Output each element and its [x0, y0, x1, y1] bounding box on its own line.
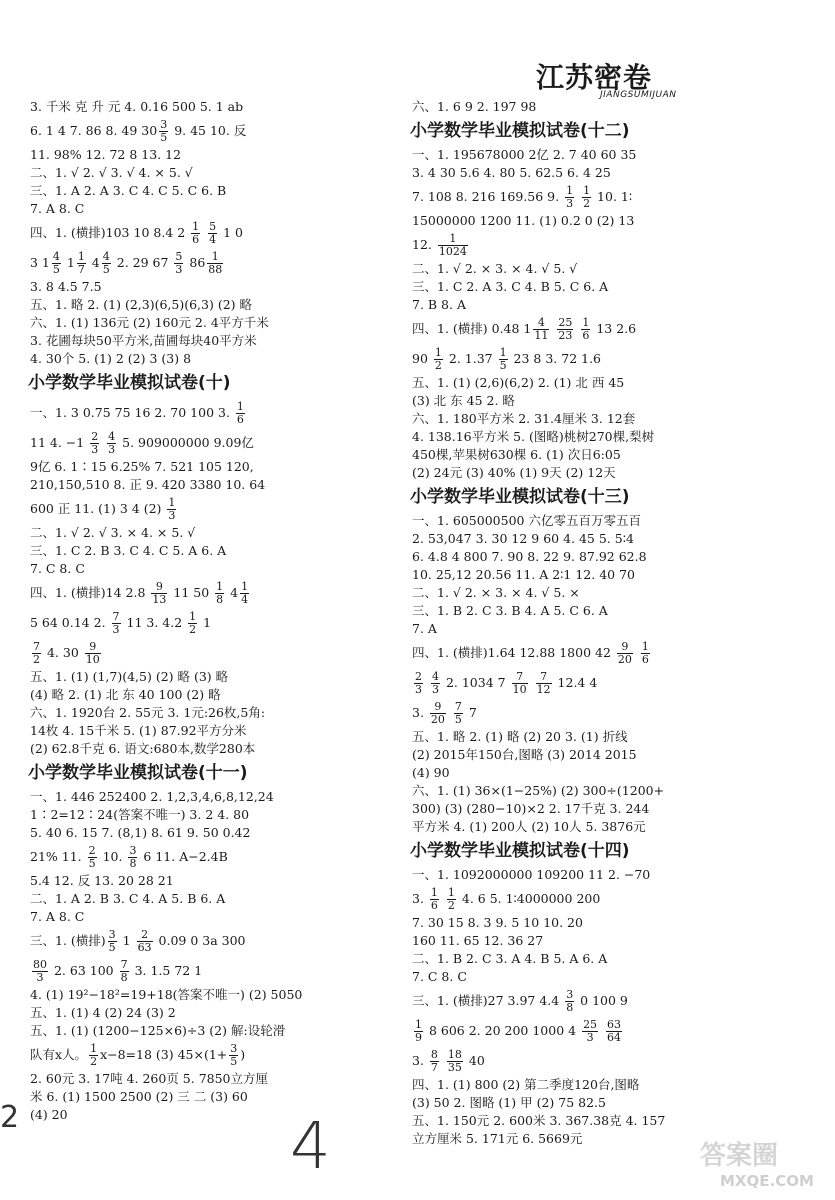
fraction	[617, 641, 633, 666]
numerator: 9	[430, 701, 446, 714]
answer-line: (3) 北 东 45 2. 略	[412, 393, 515, 408]
answer-line: 二、1. A 2. B 3. C 4. A 5. B 6. A	[30, 891, 226, 906]
brand-logo: 江苏密卷	[536, 61, 653, 94]
fraction	[89, 1043, 98, 1068]
numerator: 7	[536, 671, 552, 684]
answer-line: 7. C 8. C	[30, 561, 85, 576]
numerator: 3	[129, 844, 137, 857]
answer-line: 5.4 12. 反 13. 20 28 21	[30, 873, 174, 888]
fraction	[32, 959, 48, 984]
denominator: 13	[152, 593, 167, 606]
answer-line: 四、1. (横排)103 10 8.4 2 $\frac{1}{6}$ $\frac{5}{4}$ 1 0	[30, 220, 243, 246]
numerator: 1	[583, 184, 591, 197]
denominator: 3	[168, 509, 176, 522]
answer-line: 四、1. (横排)1.64 12.88 1800 42 $\frac{9}{20}$ $\frac{1}{6}$	[412, 640, 649, 666]
denominator: 4	[209, 233, 217, 246]
answer-line: 450棵,苹果树630棵 6. (1) 次日6:05	[412, 447, 621, 462]
fraction	[565, 185, 574, 210]
fraction	[581, 317, 590, 342]
answer-line: 平方米 4. (1) 200人 (2) 10人 5. 3876元	[412, 819, 646, 834]
denominator: 1024	[438, 245, 467, 258]
denominator: 5	[230, 1055, 238, 1068]
numerator: 25	[558, 316, 573, 329]
denominator: 2	[583, 197, 591, 210]
numerator: 7	[33, 640, 40, 653]
denominator: 5	[88, 857, 96, 870]
denominator: 3	[36, 971, 44, 984]
numerator: 4	[533, 317, 549, 330]
fraction	[120, 959, 129, 984]
denominator: 5	[52, 263, 60, 276]
denominator: 8	[216, 593, 224, 606]
fraction	[582, 185, 591, 210]
watermark-logo: 答案圈	[700, 1141, 779, 1171]
fraction	[430, 1049, 439, 1074]
answer-line: 21% 11. $\frac{2}{5}$ 10. $\frac{3}{8}$ 6 11. A−2.4B	[30, 844, 228, 870]
fraction	[208, 221, 217, 246]
answer-line: 六、1. (1) 36×(1−25%) (2) 300÷(1200+	[412, 783, 665, 798]
numerator: 1	[434, 346, 442, 359]
right-column	[412, 98, 812, 1148]
answer-line: 2. 60元 3. 17吨 4. 260页 5. 7850立方厘	[30, 1071, 269, 1086]
numerator: 4	[431, 670, 439, 683]
denominator: 6	[582, 329, 590, 342]
numerator: 1	[566, 184, 574, 197]
answer-line: 14枚 4. 15千米 5. (1) 87.92平方分米	[30, 723, 247, 738]
numerator: 2	[91, 430, 99, 443]
answer-line: 米 6. (1) 1500 2500 (2) 三 二 (3) 60	[30, 1089, 248, 1104]
numerator: 4	[102, 250, 110, 263]
answer-line: 二、1. √ 2. √ 3. × 4. × 5. √	[30, 525, 196, 540]
answer-line: 7. 108 8. 216 169.56 9. $\frac{1}{3}$ $\frac{1}{2}$ 10. 1∶	[412, 184, 633, 210]
fraction	[533, 317, 549, 342]
numerator: 25	[583, 1018, 598, 1031]
fraction	[454, 701, 463, 726]
denominator: 4	[241, 593, 249, 606]
fraction	[128, 845, 137, 870]
fraction	[430, 701, 446, 726]
numerator: 1	[447, 886, 455, 899]
answer-line: 五、1. (1) (2,6)(6,2) 2. (1) 北 西 45	[412, 375, 625, 390]
fraction	[434, 347, 443, 372]
answer-line: 三、1. A 2. A 3. C 4. C 5. C 6. B	[30, 183, 227, 198]
denominator: 10	[85, 653, 100, 666]
denominator: 6	[192, 233, 200, 246]
answer-line: 二、1. √ 2. √ 3. √ 4. × 5. √	[30, 165, 193, 180]
numerator: 3	[108, 928, 116, 941]
denominator: 6	[236, 413, 244, 426]
denominator: 12	[536, 683, 551, 696]
answer-line: 六、1. (1) 136元 (2) 160元 2. 4平方千米	[30, 315, 269, 330]
answer-line: 11. 98% 12. 72 8 13. 12	[30, 147, 182, 162]
numerator: 7	[120, 958, 128, 971]
answer-line: 7. A 8. C	[30, 909, 85, 924]
numerator: 1	[192, 220, 200, 233]
denominator: 5	[102, 263, 110, 276]
numerator: 4	[108, 430, 116, 443]
numerator: 1	[207, 251, 223, 264]
denominator: 2	[90, 1055, 98, 1068]
denominator: 2	[434, 359, 442, 372]
answer-line: 五、1. 略 2. (1) 略 (2) 20 3. (1) 折线	[412, 729, 628, 744]
left-column	[30, 98, 430, 1124]
answer-line: 6. 1 4 7. 86 8. 49 30 $\frac{3}{5}$ 9. 45 10. 反	[30, 118, 247, 144]
answer-line: 300) (3) (280−10)×2 2. 17千克 3. 244	[412, 801, 650, 816]
fraction	[512, 671, 528, 696]
answer-line: 一、1. 1092000000 109200 11 2. −70	[412, 867, 651, 882]
numerator: 5	[175, 250, 183, 263]
answer-line: 4. 138.16平方米 5. (图略)桃树270棵,梨树	[412, 429, 655, 444]
answer-line: 2. 53,047 3. 30 12 9 60 4. 45 5. 5∶4	[412, 531, 634, 546]
brand-subtitle: JIANGSUMIJUAN	[600, 90, 677, 100]
answer-line: 3. $\frac{9}{20}$ $\frac{7}{5}$ 7	[412, 700, 477, 726]
numerator: 2	[137, 929, 153, 942]
answer-line: 5 64 0.14 2. $\frac{7}{3}$ 11 3. 4.2 $\frac{1}{2}$ 1	[30, 610, 212, 636]
denominator: 2	[447, 899, 455, 912]
fraction	[430, 887, 439, 912]
numerator: 1	[236, 400, 244, 413]
answer-line: 5. 40 6. 15 7. (8,1) 8. 61 9. 50 0.42	[30, 825, 251, 840]
answer-line: 160 11. 65 12. 36 27	[412, 933, 544, 948]
fraction	[85, 641, 101, 666]
fraction	[107, 431, 116, 456]
denominator: 3	[431, 683, 439, 696]
numerator: 7	[454, 700, 462, 713]
denominator: 8	[120, 971, 128, 984]
fraction	[536, 671, 552, 696]
answer-line: 二、1. √ 2. × 3. × 4. √ 5. √	[412, 261, 578, 276]
answer-line: 3. $\frac{1}{6}$ $\frac{1}{2}$ 4. 6 5. 1∶4000000 200	[412, 886, 601, 912]
section-title: 小学数学毕业模拟试卷(十二)	[410, 121, 630, 141]
numerator: 1	[90, 1042, 98, 1055]
denominator: 3	[175, 263, 183, 276]
fraction	[229, 1043, 238, 1068]
answer-line: 五、1. (1) (1,7)(4,5) (2) 略 (3) 略	[30, 669, 229, 684]
answer-line: 一、1. 195678000 2亿 2. 7 40 60 35	[412, 147, 637, 162]
fraction	[188, 611, 197, 636]
answer-line: 立方厘米 5. 171元 6. 5669元	[412, 1131, 583, 1146]
answer-line: 三、1. (横排)27 3.97 4.4 $\frac{3}{8}$ 0 100 9	[412, 988, 628, 1014]
numerator: 9	[85, 641, 101, 654]
fraction	[108, 929, 117, 954]
answer-line: 6. 4.8 4 800 7. 90 8. 22 9. 87.92 62.8	[412, 549, 647, 564]
denominator: 11	[534, 329, 549, 342]
answer-line: (2) 62.8千克 6. 语文:680本,数学280本	[30, 741, 256, 756]
fraction	[431, 671, 440, 696]
answer-line: 11 4. −1 $\frac{2}{3}$ $\frac{4}{3}$ 5. 909000000 9.09亿	[30, 430, 254, 456]
denominator: 8	[129, 857, 137, 870]
answer-line: 六、1. 6 9 2. 197 98	[412, 99, 537, 114]
answer-line: 三、1. B 2. C 3. B 4. A 5. C 6. A	[412, 603, 608, 618]
answer-line: (2) 24元 (3) 40% (1) 9天 (2) 12天	[412, 465, 616, 480]
fraction	[151, 581, 167, 606]
numerator: 18	[447, 1048, 462, 1061]
answer-line: 3. 千米 克 升 元 4. 0.16 500 5. 1 ab	[30, 99, 244, 114]
numerator: 1	[77, 250, 85, 263]
numerator: 1	[189, 610, 197, 623]
section-title: 小学数学毕业模拟试卷(十一)	[28, 763, 248, 783]
corner-mark: 2	[0, 1100, 20, 1135]
section-title: 小学数学毕业模拟试卷(十)	[28, 373, 231, 393]
answer-line: 五、1. 略 2. (1) (2,3)(6,5)(6,3) (2) 略	[30, 297, 253, 312]
fraction	[167, 497, 176, 522]
answer-line: 3. 4 30 5.6 4. 80 5. 62.5 6. 4 25	[412, 165, 611, 180]
fraction	[207, 251, 223, 276]
fraction	[191, 221, 200, 246]
page-number: 4	[290, 1110, 331, 1184]
denominator: 6	[430, 899, 438, 912]
answer-line: 二、1. B 2. C 3. A 4. B 5. A 6. A	[412, 951, 608, 966]
answer-line: 7. C 8. C	[412, 969, 467, 984]
denominator: 5	[160, 131, 168, 144]
answer-line: 一、1. 3 0.75 75 16 2. 70 100 3. $\frac{1}{6}$	[30, 400, 244, 426]
denominator: 23	[558, 329, 573, 342]
answer-line: $\frac{7}{2}$ 4. 30 $\frac{9}{10}$	[33, 640, 100, 666]
denominator: 64	[607, 1031, 622, 1044]
numerator: 1	[415, 1018, 422, 1031]
answer-line: $\frac{1}{9}$ 8 606 2. 20 200 1000 4 $\frac{25}{3}$ $\frac{63}{64}$	[415, 1018, 622, 1044]
fraction	[102, 251, 111, 276]
denominator: 5	[108, 941, 116, 954]
fraction	[447, 1049, 463, 1074]
denominator: 88	[208, 263, 223, 276]
numerator: 1	[430, 886, 438, 899]
numerator: 3	[566, 988, 574, 1001]
answer-line: 600 正 11. (1) 3 4 (2) $\frac{1}{3}$	[30, 496, 176, 522]
fraction	[438, 233, 468, 258]
numerator: 1	[168, 496, 176, 509]
numerator: 1	[241, 580, 249, 593]
fraction	[447, 887, 456, 912]
numerator: 80	[33, 958, 47, 971]
answer-line: 五、1. 150元 2. 600米 3. 367.38克 4. 157	[412, 1113, 666, 1128]
fraction	[112, 611, 121, 636]
denominator: 63	[137, 941, 152, 954]
fraction	[236, 401, 245, 426]
denominator: 8	[566, 1001, 574, 1014]
answer-line: $\frac{2}{3}$ $\frac{4}{3}$ 2. 1034 7 $\frac{7}{10}$ $\frac{7}{12}$ 12.4 4	[415, 670, 598, 696]
answer-line: 3. $\frac{8}{7}$ $\frac{18}{35}$ 40	[412, 1048, 485, 1074]
fraction	[641, 641, 650, 666]
fraction	[159, 119, 168, 144]
answer-line: 7. A	[412, 621, 437, 636]
fraction	[606, 1019, 622, 1044]
answer-line: 3. 8 4.5 7.5	[30, 279, 102, 294]
denominator: 10	[512, 683, 527, 696]
numerator: 1	[216, 580, 224, 593]
fraction	[32, 641, 41, 666]
answer-line: 1∶2=12∶24(答案不唯一) 3. 2 4. 80	[30, 807, 250, 822]
numerator: 1	[438, 233, 468, 246]
fraction	[414, 1019, 423, 1044]
answer-line: 7. B 8. A	[412, 297, 466, 312]
fraction	[88, 845, 97, 870]
numerator: 1	[499, 346, 507, 359]
numerator: 9	[617, 641, 633, 654]
denominator: 3	[566, 197, 574, 210]
answer-line: 三、1. (横排) $\frac{3}{5}$ 1 $\frac{2}{63}$ 0.09 0 3a 300	[30, 928, 246, 954]
fraction	[582, 1019, 598, 1044]
denominator: 3	[586, 1031, 594, 1044]
denominator: 7	[77, 263, 85, 276]
answer-line: 四、1. (横排) 0.48 1 $\frac{4}{11}$ $\frac{25}{23}$ $\frac{1}{6}$ 13 2.6	[412, 316, 637, 342]
fraction	[174, 251, 183, 276]
answer-line: 3. 花圃每块50平方米,苗圃每块40平方米	[30, 333, 257, 348]
denominator: 5	[499, 359, 507, 372]
denominator: 2	[33, 653, 40, 666]
denominator: 7	[430, 1061, 438, 1074]
denominator: 2	[189, 623, 197, 636]
denominator: 3	[108, 443, 116, 456]
answer-line: 210,150,510 8. 正 9. 420 3380 10. 64	[30, 477, 266, 492]
numerator: 3	[160, 118, 168, 131]
fraction	[90, 431, 99, 456]
fraction	[557, 317, 573, 342]
answer-line: 9亿 6. 1∶15 6.25% 7. 521 105 120,	[30, 459, 254, 474]
answer-line: 三、1. C 2. B 3. C 4. C 5. A 6. A	[30, 543, 227, 558]
numerator: 4	[52, 250, 60, 263]
answer-line: 7. A 8. C	[30, 201, 85, 216]
numerator: 8	[430, 1048, 438, 1061]
denominator: 5	[454, 713, 462, 726]
answer-line: 4. 30个 5. (1) 2 (2) 3 (3) 8	[30, 351, 192, 366]
numerator: 2	[415, 670, 422, 683]
answer-line: 15000000 1200 11. (1) 0.2 0 (2) 13	[412, 213, 635, 228]
fraction	[240, 581, 249, 606]
answer-line: 六、1. 180平方米 2. 31.4厘米 3. 12套	[412, 411, 636, 426]
denominator: 35	[447, 1061, 462, 1074]
numerator: 7	[112, 610, 120, 623]
answer-line: 一、1. 446 252400 2. 1,2,3,4,6,8,12,24	[30, 789, 274, 804]
denominator: 3	[91, 443, 99, 456]
answer-line: 五、1. (1) 4 (2) 24 (3) 2	[30, 1005, 176, 1020]
answer-line: 12. $\frac{1}{1024}$	[412, 232, 467, 258]
answer-line: 7. 30 15 8. 3 9. 5 10 10. 20	[412, 915, 583, 930]
numerator: 1	[582, 316, 590, 329]
fraction	[499, 347, 508, 372]
section-title: 小学数学毕业模拟试卷(十三)	[410, 487, 630, 507]
answer-line: 五、1. (1) (1200−125×6)÷3 (2) 解:设轮滑	[30, 1023, 286, 1038]
fraction	[137, 929, 153, 954]
denominator: 3	[112, 623, 120, 636]
answer-line: 90 $\frac{1}{2}$ 2. 1.37 $\frac{1}{5}$ 23 8 3. 72 1.6	[412, 346, 602, 372]
denominator: 9	[415, 1031, 422, 1044]
watermark-url: MXQE.COM	[720, 1172, 814, 1190]
answer-line: 三、1. C 2. A 3. C 4. B 5. C 6. A	[412, 279, 609, 294]
answer-line: 一、1. 605000500 六亿零五百万零五百	[412, 513, 641, 528]
denominator: 6	[641, 653, 649, 666]
numerator: 3	[230, 1042, 238, 1055]
answer-line: (2) 2015年150台,图略 (3) 2014 2015	[412, 747, 637, 762]
answer-line: 4. (1) 19²−18²=19+18(答案不唯一) (2) 5050	[30, 987, 303, 1002]
answer-line: (4) 90	[412, 765, 450, 780]
answer-line: (4) 20	[30, 1107, 68, 1122]
answer-line: 10. 25,12 20.56 11. A 2∶1 12. 40 70	[412, 567, 635, 582]
answer-line: 二、1. √ 2. × 3. × 4. √ 5. ×	[412, 585, 580, 600]
fraction	[52, 251, 61, 276]
numerator: 2	[88, 844, 96, 857]
numerator: 63	[607, 1018, 622, 1031]
answer-line: 3 1 $\frac{4}{5}$ 1 $\frac{1}{7}$ 4 $\frac{4}{5}$ 2. 29 67 $\frac{5}{3}$ 86 $\frac{1}{88}$	[30, 250, 223, 276]
answer-line: 四、1. (1) 800 (2) 第二季度120台,图略	[412, 1077, 640, 1092]
denominator: 3	[415, 683, 422, 696]
fraction	[77, 251, 86, 276]
denominator: 20	[430, 713, 445, 726]
answer-line: 队有x人。 $\frac{1}{2}$ x−8=18 (3) 45×(1+ $\frac{3}{5}$ )	[30, 1042, 246, 1068]
fraction	[414, 671, 423, 696]
answer-line: 六、1. 1920台 2. 55元 3. 1元:26枚,5角:	[30, 705, 266, 720]
denominator: 20	[617, 653, 632, 666]
numerator: 1	[641, 640, 649, 653]
fraction	[565, 989, 574, 1014]
numerator: 5	[209, 220, 217, 233]
answer-line: (3) 50 2. 图略 (1) 甲 (2) 75 82.5	[412, 1095, 606, 1110]
answer-line: $\frac{80}{3}$ 2. 63 100 $\frac{7}{8}$ 3. 1.5 72 1	[33, 958, 203, 984]
numerator: 9	[151, 581, 167, 594]
fraction	[215, 581, 224, 606]
section-title: 小学数学毕业模拟试卷(十四)	[410, 841, 630, 861]
answer-line: (4) 略 2. (1) 北 东 40 100 (2) 略	[30, 687, 221, 702]
answer-line: 四、1. (横排)14 2.8 $\frac{9}{13}$ 11 50 $\frac{1}{8}$ 4 $\frac{1}{4}$	[30, 580, 249, 606]
numerator: 7	[512, 671, 528, 684]
